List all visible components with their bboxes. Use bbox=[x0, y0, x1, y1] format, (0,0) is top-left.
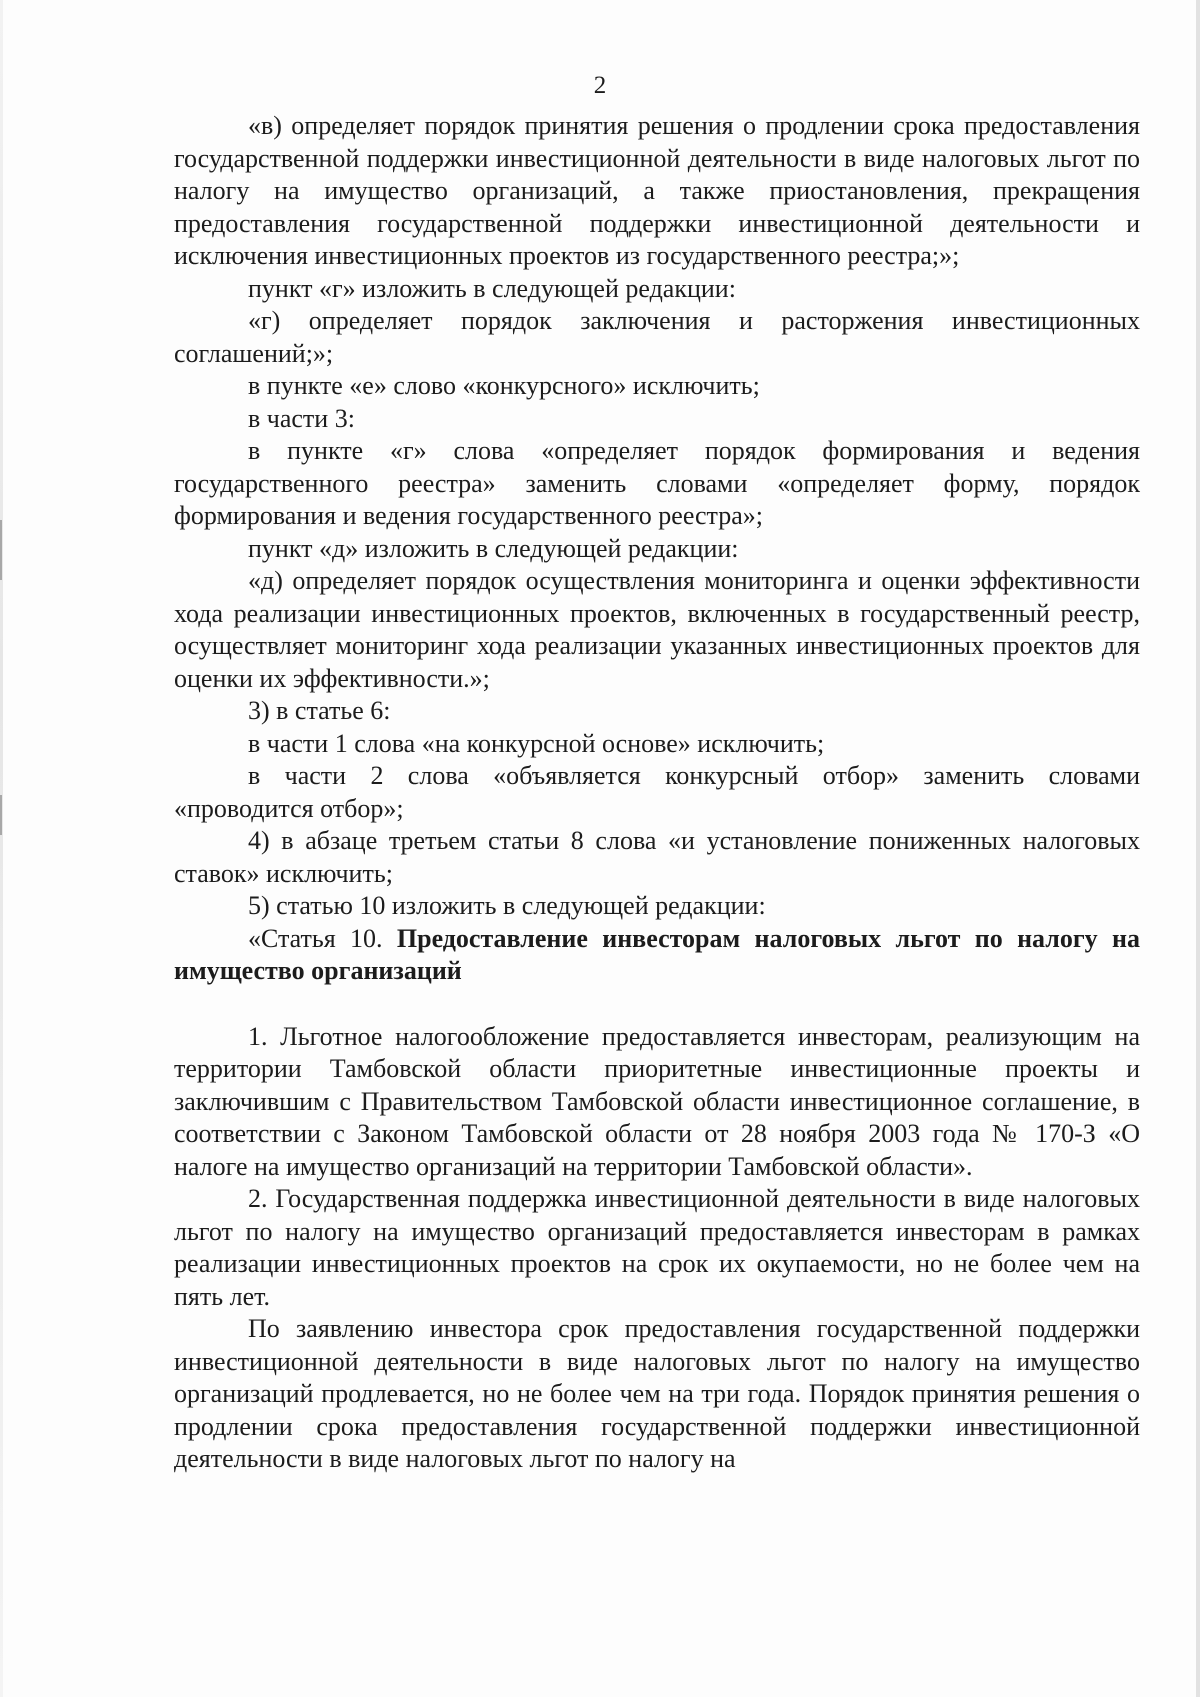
article-paragraph: 1. Льготное налогообложение предоставляется инвесторам, реализующим на территории Тамбовской области приоритетные инвестиционные проекты и заключившим с Правительством Тамбовской области инвестиционное соглашение, в соответствии с Законом Тамбовской области от 28 ноября 2003 года № 170-З «О налоге на имущество организаций на территории Тамбовской области». bbox=[174, 1021, 1140, 1181]
paragraph: 4) в абзаце третьем статьи 8 слова «и установление пониженных налоговых ставок» исключить; bbox=[174, 826, 1140, 888]
page-number: 2 bbox=[593, 72, 607, 99]
article-title: Предоставление инвесторам налоговых льгот по налогу на имущество организаций bbox=[174, 923, 1140, 985]
paragraph: в пункте «е» слово «конкурсного» исключить; bbox=[248, 371, 760, 400]
paragraph: 3) в статье 6: bbox=[248, 696, 391, 725]
article-paragraph: По заявлению инвестора срок предоставления государственной поддержки инвестиционной деятельности в виде налоговых льгот по налогу на имущество организаций продлевается, но не более чем на три года. Порядок принятия решения о продлении срока предоставления государственной поддержки инвестиционной деятельности в виде налоговых льгот по налогу на bbox=[174, 1314, 1140, 1473]
paragraph: пункт «д» изложить в следующей редакции: bbox=[248, 533, 739, 563]
paragraph: «д) определяет порядок осуществления мониторинга и оценки эффективности хода реализации инвестиционных проектов, включенных в государственный реестр, осуществляет мониторинг хода реализации указанных инвестиционных проектов для оценки их эффективности.»; bbox=[174, 566, 1140, 693]
article-paragraph: 2. Государственная поддержка инвестиционной деятельности в виде налоговых льгот по налогу на имущество организаций предоставляется инвесторам в рамках реализации инвестиционных проектов на срок их окупаемости, но не более чем на пять лет. bbox=[174, 1184, 1140, 1311]
scan-right-edge bbox=[1196, 0, 1200, 1697]
paragraph: «г) определяет порядок заключения и расторжения инвестиционных соглашений;»; bbox=[174, 306, 1140, 368]
paragraph: пункт «г» изложить в следующей редакции: bbox=[248, 273, 736, 303]
scan-mark bbox=[0, 520, 2, 580]
scan-mark bbox=[0, 795, 2, 835]
paragraph: «в) определяет порядок принятия решения о продлении срока предоставления государственной поддержки инвестиционной деятельности в виде налоговых льгот по налогу на имущество организаций, а также приостановления, прекращения предоставления государственной поддержки инвестиционной деятельности и исключения инвестиционных проектов из государственного реестра;»; bbox=[174, 111, 1140, 270]
paragraph: 5) статью 10 изложить в следующей редакции: bbox=[248, 891, 766, 920]
article-heading bbox=[174, 923, 1140, 988]
document-body bbox=[174, 110, 1140, 1476]
article-prefix: «Статья 10. bbox=[248, 923, 397, 953]
paragraph: в части 3: bbox=[248, 403, 355, 433]
paragraph: в части 1 слова «на конкурсной основе» исключить; bbox=[248, 728, 825, 758]
scan-left-edge bbox=[0, 0, 3, 1697]
spacer bbox=[174, 988, 1140, 1021]
paragraph: в части 2 слова «объявляется конкурсный отбор» заменить словами «проводится отбор»; bbox=[174, 761, 1140, 823]
paragraph: в пункте «г» слова «определяет порядок формирования и ведения государственного реестра» заменить словами «определяет форму, порядок формирования и ведения государственного реестра»; bbox=[174, 436, 1140, 530]
